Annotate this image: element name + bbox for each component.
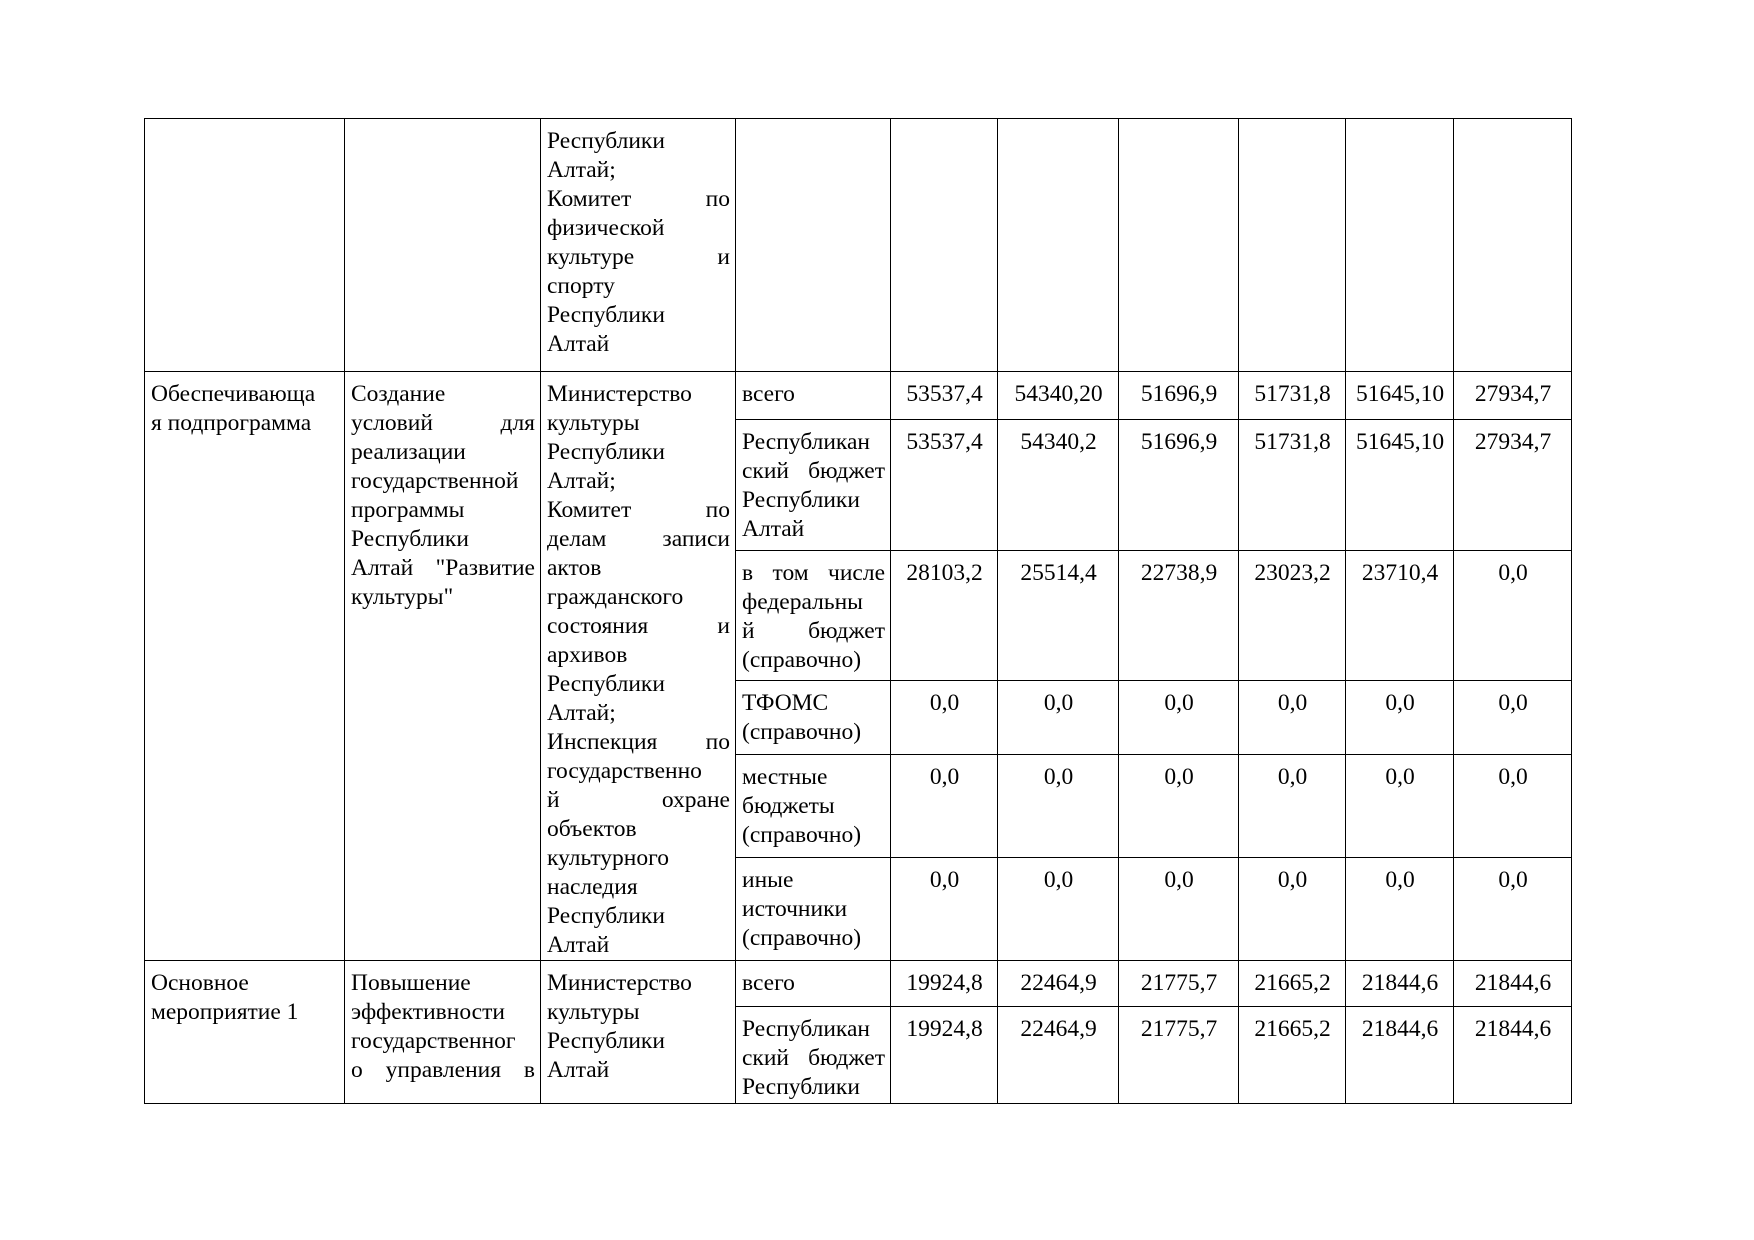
cell-line: культурного: [547, 845, 669, 871]
cell-line: состояния и: [547, 613, 730, 639]
executors-cell: [541, 961, 736, 1104]
value-cell: 19924,8: [891, 961, 998, 1007]
value-cell: 0,0: [1119, 857, 1239, 960]
cell-line: условий для: [351, 410, 535, 436]
source-cell: [736, 550, 891, 681]
cell-line: делам записи: [547, 526, 730, 552]
cell-line: государственно: [547, 758, 702, 784]
value-cell: 23023,2: [1239, 550, 1346, 681]
value-cell: 19924,8: [891, 1007, 998, 1104]
value-cell: 53537,4: [891, 372, 998, 420]
name-cell: [345, 119, 541, 372]
cell-line: Основное: [151, 970, 249, 996]
cell-line: архивов: [547, 642, 628, 668]
source-cell: [736, 119, 891, 372]
cell-line: бюджеты: [742, 793, 835, 820]
cell-line: иные: [742, 866, 794, 893]
source-cell: [736, 857, 891, 960]
cell-line: культуре и: [547, 244, 730, 270]
value-cell: 0,0: [1119, 681, 1239, 755]
cell-line: Обеспечивающа: [151, 381, 316, 407]
cell-line: в том числе: [742, 559, 885, 586]
value-cell: 0,0: [1346, 755, 1454, 857]
value-cell: 54340,2: [998, 420, 1119, 551]
value-cell: 21844,6: [1346, 961, 1454, 1007]
value-cell: 0,0: [1239, 681, 1346, 755]
source-cell: [736, 961, 891, 1007]
value-cell: 22464,9: [998, 961, 1119, 1007]
value-cell: 0,0: [998, 755, 1119, 857]
cell-line: объектов: [547, 816, 637, 842]
value-cell: 25514,4: [998, 550, 1119, 681]
cell-line: всего: [742, 381, 795, 407]
value-cell: 53537,4: [891, 420, 998, 551]
cell-line: программы: [351, 497, 465, 523]
cell-line: (справочно): [742, 646, 862, 673]
value-cell: 51731,8: [1239, 372, 1346, 420]
value-cell: 51696,9: [1119, 420, 1239, 551]
source-cell: [736, 372, 891, 420]
value-cell: 21665,2: [1239, 1007, 1346, 1104]
cell-line: Создание: [351, 381, 446, 407]
name-cell: [345, 961, 541, 1104]
cell-line: мероприятие 1: [151, 999, 299, 1025]
cell-line: ТФОМС: [742, 690, 829, 717]
value-cell: 22738,9: [1119, 550, 1239, 681]
cell-line: Алтай;: [547, 468, 616, 494]
value-cell: 0,0: [998, 681, 1119, 755]
source-cell: [736, 681, 891, 755]
value-cell: 0,0: [998, 857, 1119, 960]
cell-line: (справочно): [742, 924, 862, 951]
cell-line: Комитет по: [547, 186, 730, 212]
value-cell: 51645,10: [1346, 372, 1454, 420]
value-cell: 21775,7: [1119, 961, 1239, 1007]
cell-line: спорту: [547, 273, 615, 299]
cell-line: Республикан: [742, 429, 870, 456]
program-cell: [145, 119, 345, 372]
cell-line: Республики: [547, 302, 665, 328]
cell-line: й охране: [547, 787, 730, 813]
value-cell: [1239, 119, 1346, 372]
source-cell: [736, 755, 891, 857]
cell-line: гражданского: [547, 584, 684, 610]
value-cell: 0,0: [1454, 755, 1572, 857]
value-cell: [1346, 119, 1454, 372]
cell-line: культуры": [351, 584, 454, 610]
program-cell: [145, 961, 345, 1104]
name-cell: [345, 372, 541, 961]
value-cell: 0,0: [1239, 755, 1346, 857]
cell-line: Республики: [547, 128, 665, 154]
cell-line: источники: [742, 895, 848, 922]
cell-line: Алтай;: [547, 700, 616, 726]
value-cell: 0,0: [1454, 857, 1572, 960]
value-cell: 0,0: [1239, 857, 1346, 960]
table-row: [145, 119, 1572, 372]
cell-line: наследия: [547, 874, 638, 900]
cell-line: (справочно): [742, 822, 862, 849]
cell-line: Инспекция по: [547, 729, 730, 755]
cell-line: Республики: [742, 1074, 860, 1100]
cell-line: Министерство: [547, 970, 692, 996]
financing-table: [144, 118, 1572, 1104]
value-cell: 0,0: [1454, 550, 1572, 681]
cell-line: государственног: [351, 1028, 516, 1054]
cell-line: Алтай: [547, 1057, 610, 1083]
value-cell: 51731,8: [1239, 420, 1346, 551]
value-cell: 0,0: [891, 755, 998, 857]
cell-line: Алтай: [547, 932, 610, 958]
cell-line: культуры: [547, 410, 640, 436]
cell-line: Республики: [547, 1028, 665, 1054]
value-cell: 0,0: [1454, 681, 1572, 755]
value-cell: 51645,10: [1346, 420, 1454, 551]
value-cell: 0,0: [891, 857, 998, 960]
value-cell: 23710,4: [1346, 550, 1454, 681]
cell-line: Алтай: [547, 331, 610, 357]
value-cell: 22464,9: [998, 1007, 1119, 1104]
cell-line: я подпрограмма: [151, 410, 312, 436]
cell-line: федеральны: [742, 588, 863, 615]
cell-line: Республикан: [742, 1016, 870, 1042]
cell-line: ский бюджет: [742, 1045, 885, 1071]
cell-line: о управления в: [351, 1057, 535, 1083]
table-row: [145, 961, 1572, 1007]
value-cell: [891, 119, 998, 372]
value-cell: [1119, 119, 1239, 372]
value-cell: 21844,6: [1346, 1007, 1454, 1104]
value-cell: 54340,20: [998, 372, 1119, 420]
cell-line: Республики: [742, 487, 860, 514]
value-cell: 21775,7: [1119, 1007, 1239, 1104]
cell-line: актов: [547, 555, 602, 581]
executors-cell: [541, 372, 736, 961]
value-cell: 51696,9: [1119, 372, 1239, 420]
value-cell: [1454, 119, 1572, 372]
cell-line: Алтай;: [547, 157, 616, 183]
cell-line: Алтай "Развитие: [351, 555, 535, 581]
cell-line: Республики: [547, 903, 665, 929]
cell-line: (справочно): [742, 719, 862, 746]
value-cell: 0,0: [891, 681, 998, 755]
value-cell: 0,0: [1346, 857, 1454, 960]
value-cell: 27934,7: [1454, 420, 1572, 551]
source-cell: [736, 420, 891, 551]
cell-line: государственной: [351, 468, 519, 494]
cell-line: местные: [742, 764, 828, 791]
value-cell: 21665,2: [1239, 961, 1346, 1007]
cell-line: Алтай: [742, 516, 805, 543]
source-cell: [736, 1007, 891, 1104]
cell-line: культуры: [547, 999, 640, 1025]
cell-line: Республики: [547, 439, 665, 465]
table-row: [145, 372, 1572, 420]
cell-line: эффективности: [351, 999, 505, 1025]
value-cell: 21844,6: [1454, 961, 1572, 1007]
value-cell: 0,0: [1119, 755, 1239, 857]
value-cell: 28103,2: [891, 550, 998, 681]
value-cell: 21844,6: [1454, 1007, 1572, 1104]
cell-line: ский бюджет: [742, 458, 885, 485]
cell-line: й бюджет: [742, 617, 885, 644]
value-cell: 27934,7: [1454, 372, 1572, 420]
cell-line: физической: [547, 215, 665, 241]
cell-line: Комитет по: [547, 497, 730, 523]
cell-line: всего: [742, 970, 795, 996]
cell-line: Повышение: [351, 970, 471, 996]
program-cell: [145, 372, 345, 961]
cell-line: реализации: [351, 439, 466, 465]
value-cell: [998, 119, 1119, 372]
cell-line: Республики: [547, 671, 665, 697]
cell-line: Министерство: [547, 381, 692, 407]
value-cell: 0,0: [1346, 681, 1454, 755]
executors-cell: [541, 119, 736, 372]
cell-line: Республики: [351, 526, 469, 552]
